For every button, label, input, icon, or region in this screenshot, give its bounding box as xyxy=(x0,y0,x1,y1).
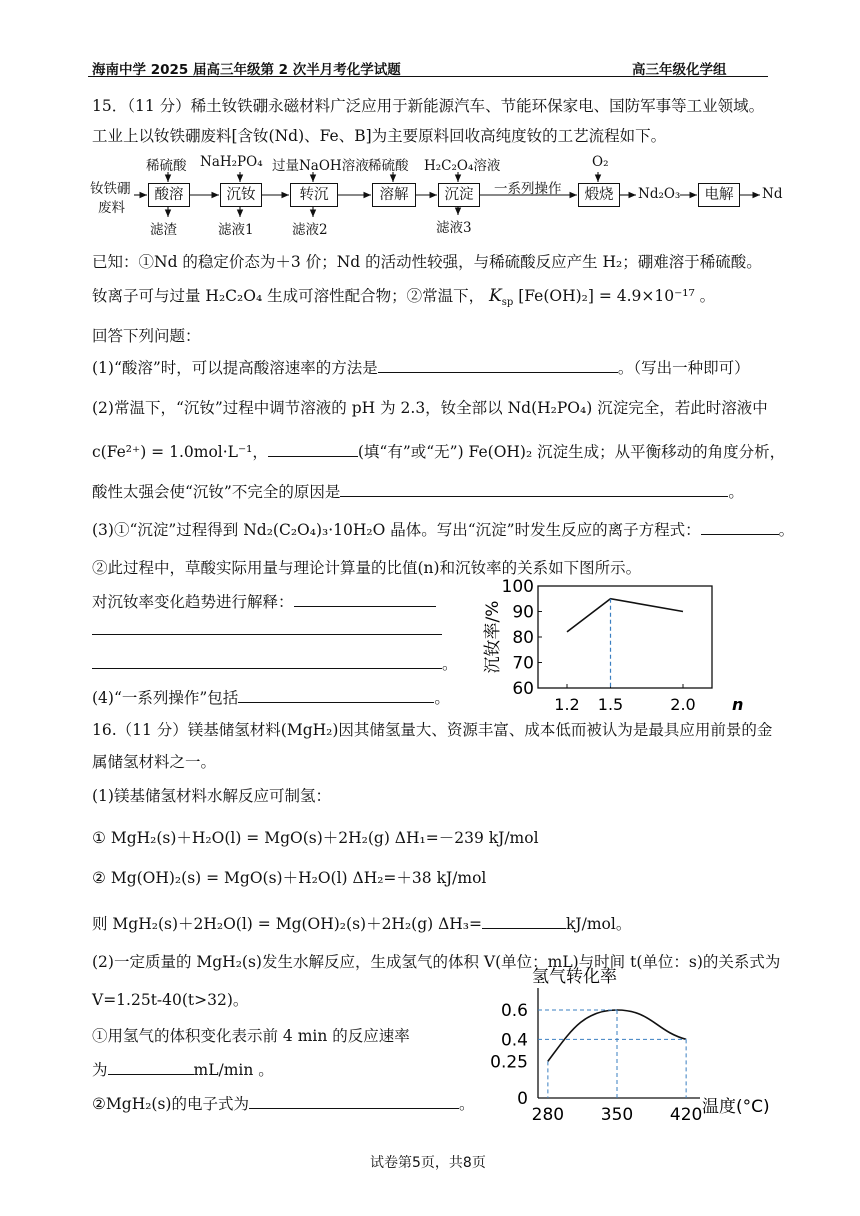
q15-line2: 工业上以钕铁硼废料[含钕(Nd)、Fe、B]为主要原料回收高纯度钕的工艺流程如下。 xyxy=(92,127,667,145)
q16-line1: 16.（11 分）镁基储氢材料(MgH₂)因其储氢量大、资源丰富、成本低而被认为是最具应用前景的金 xyxy=(92,721,773,739)
q15-part4-end: 。 xyxy=(434,689,450,707)
y-axis-label: 沉钕率/% xyxy=(483,600,503,674)
x-axis-label: 温度(°C) xyxy=(702,1097,770,1117)
answer-intro: 回答下列问题： xyxy=(92,327,201,345)
q16-part1: (1)镁基储氢材料水解反应可制氢： xyxy=(92,787,331,805)
q15-part3-line1 xyxy=(92,518,794,540)
q15-part1 xyxy=(92,356,750,378)
q15-part3-line3 xyxy=(92,590,436,612)
q15-part4 xyxy=(92,686,450,708)
flow-arrows xyxy=(0,0,860,260)
chart-h2-conversion xyxy=(486,966,786,1136)
q16-eq3-unit: kJ/mol。 xyxy=(566,915,632,933)
q15-part3-text: (3)①“沉淀”过程得到 Nd₂(C₂O₄)₃·10H₂O 晶体。写出“沉淀”时发生反应的离子方程式： xyxy=(92,521,701,539)
waste-1: 滤渣 xyxy=(150,222,177,238)
q16-eq3-blank[interactable] xyxy=(482,913,566,930)
q15-part3-blank1[interactable] xyxy=(701,519,779,536)
q15-part2-fill: (填“有”或“无”) Fe(OH)₂ 沉淀生成；从平衡移动的角度分析， xyxy=(357,443,786,461)
q15-part2-line3 xyxy=(92,480,744,502)
nd-label: Nd xyxy=(762,186,783,202)
x-tick-label: 350 xyxy=(600,1105,634,1125)
q15-part2-blank2[interactable] xyxy=(340,481,728,498)
q15-part2-blank1[interactable] xyxy=(268,441,358,458)
nd2o3-label: Nd₂O₃ xyxy=(638,186,681,202)
q15-part1-tail: 。（写出一种即可） xyxy=(617,359,750,377)
chart-nd-rate xyxy=(476,578,756,718)
q15-part4-text: (4)“一系列操作”包括 xyxy=(92,689,239,707)
step-box-4: 溶解 xyxy=(372,183,416,207)
x-tick-label: 2.0 xyxy=(670,695,696,714)
reagent-2: NaH₂PO₄ xyxy=(200,154,263,170)
q15-part4-blank[interactable] xyxy=(238,687,434,704)
q15-part2-conc: c(Fe²⁺) = 1.0mol·L⁻¹， xyxy=(92,443,268,461)
q16-eq3-text: 则 MgH₂(s)＋2H₂O(l) = Mg(OH)₂(s)＋2H₂(g) ΔH₃= xyxy=(92,915,483,933)
reagent-4: 稀硫酸 xyxy=(368,158,409,174)
q15-part1-text: (1)“酸溶”时，可以提高酸溶速率的方法是 xyxy=(92,359,378,377)
q16-part2-line1: (2)一定质量的 MgH₂(s)发生水解反应，生成氢气的体积 V(单位：mL)与时间 t(单位：s)的关系式为 xyxy=(92,953,781,971)
flow-start-line1: 钕铁硼 xyxy=(90,181,131,197)
waste-3: 滤液2 xyxy=(292,222,328,238)
q16-part2-q1: ①用氢气的体积变化表示前 4 min 的反应速率 xyxy=(92,1027,410,1045)
q15-part2-reason: 酸性太强会使“沉钕”不完全的原因是 xyxy=(92,483,341,501)
q15-part3-end: 。 xyxy=(778,521,795,539)
q15-line1: 15．（11 分）稀土钕铁硼永磁材料广泛应用于新能源汽车、节能环保家电、国防军事等工业领域。 xyxy=(92,97,765,115)
q16-part2-q2-end: 。 xyxy=(458,1095,475,1113)
q16-part2-formula: V=1.25t-40(t>32)。 xyxy=(92,991,249,1009)
reagent-6: O₂ xyxy=(592,154,609,170)
q15-part2-line1: (2)常温下，“沉钕”过程中调节溶液的 pH 为 2.3，钕全部以 Nd(H₂PO₄) 沉淀完全，若此时溶液中 xyxy=(92,399,768,417)
x-axis-label: n xyxy=(732,695,744,714)
y-tick-label: 100 xyxy=(501,578,534,597)
q15-part3-end2: 。 xyxy=(442,655,458,673)
x-tick-label: 1.5 xyxy=(597,695,624,714)
known-2 xyxy=(92,284,715,308)
q16-part2-blank2[interactable] xyxy=(249,1093,459,1110)
y-axis-label: 氢气转化率 xyxy=(532,967,617,987)
ksp-k: K xyxy=(489,286,502,306)
series-op-label: 一系列操作 xyxy=(494,181,562,197)
step-box-3: 转沉 xyxy=(290,183,338,207)
x-tick-label: 1.2 xyxy=(554,695,580,714)
header-right: 高三年级化学组 xyxy=(632,62,727,78)
step-box-7: 电解 xyxy=(698,183,740,207)
step-box-6: 煅烧 xyxy=(578,183,620,207)
q16-part2-q1-unit: mL/min 。 xyxy=(193,1061,274,1079)
reagent-1: 稀硫酸 xyxy=(146,158,187,174)
y-tick-label: 0.4 xyxy=(500,1030,528,1051)
waste-2: 滤液1 xyxy=(218,222,254,238)
x-tick-label: 420 xyxy=(669,1105,703,1125)
step-box-1: 酸溶 xyxy=(148,183,190,207)
q15-part3-line5 xyxy=(92,652,458,674)
q15-part3-blank4[interactable] xyxy=(92,653,442,670)
header-left: 海南中学 2025 届高三年级第 2 次半月考化学试题 xyxy=(92,62,401,78)
q16-eq1: ① MgH₂(s)＋H₂O(l) = MgO(s)＋2H₂(g) ΔH₁=－239 kJ/mol xyxy=(92,829,539,847)
y-tick-label: 70 xyxy=(512,653,534,674)
q15-part3-blank2[interactable] xyxy=(294,591,436,608)
y-tick-label: 80 xyxy=(512,628,534,648)
q15-part3-explain: 对沉钕率变化趋势进行解释： xyxy=(92,593,294,611)
known-2a: 钕离子可与过量 H₂C₂O₄ 生成可溶性配合物；②常温下， xyxy=(92,287,485,305)
y-tick-label: 0 xyxy=(517,1089,528,1109)
q15-part3-blank3[interactable] xyxy=(92,634,442,635)
waste-4: 滤液3 xyxy=(436,220,472,236)
q16-part2-q2-text: ②MgH₂(s)的电子式为 xyxy=(92,1095,249,1113)
page-footer: 试卷第5页，共8页 xyxy=(370,1155,486,1171)
y-tick-label: 0.25 xyxy=(490,1052,528,1073)
q15-part2-line2 xyxy=(92,440,785,462)
q16-line2: 属储氢材料之一。 xyxy=(92,753,217,771)
q16-eq3 xyxy=(92,912,631,934)
x-tick-label: 280 xyxy=(531,1105,565,1125)
q16-part2-q1-answer xyxy=(92,1058,274,1080)
q16-part2-blank1[interactable] xyxy=(108,1059,194,1076)
step-box-2: 沉钕 xyxy=(220,183,262,207)
series-line xyxy=(567,599,683,632)
q15-part1-blank[interactable] xyxy=(378,357,618,374)
q15-part2-end: 。 xyxy=(728,483,744,501)
reagent-3: 过量NaOH溶液 xyxy=(272,158,369,174)
q16-part2-q2 xyxy=(92,1092,474,1114)
ksp-sub: sp xyxy=(501,297,514,309)
known-1: 已知：①Nd 的稳定价态为＋3 价；Nd 的活动性较强，与稀硫酸反应产生 H₂；硼难溶于稀硫酸。 xyxy=(92,253,762,271)
y-tick-label: 90 xyxy=(512,602,534,623)
q15-part3-line2: ②此过程中，草酸实际用量与理论计算量的比值(n)和沉钕率的关系如下图所示。 xyxy=(92,559,642,577)
q16-eq2: ② Mg(OH)₂(s) = MgO(s)＋H₂O(l) ΔH₂=＋38 kJ/mol xyxy=(92,869,487,887)
q16-part2-q1-prefix: 为 xyxy=(92,1061,108,1079)
step-box-5: 沉淀 xyxy=(438,183,480,207)
known-2d: [Fe(OH)₂] = 4.9×10⁻¹⁷ 。 xyxy=(518,287,716,305)
flow-start-line2: 废料 xyxy=(98,200,125,216)
reagent-5: H₂C₂O₄溶液 xyxy=(424,158,501,174)
y-tick-label: 60 xyxy=(512,679,534,699)
y-tick-label: 0.6 xyxy=(500,1001,528,1021)
